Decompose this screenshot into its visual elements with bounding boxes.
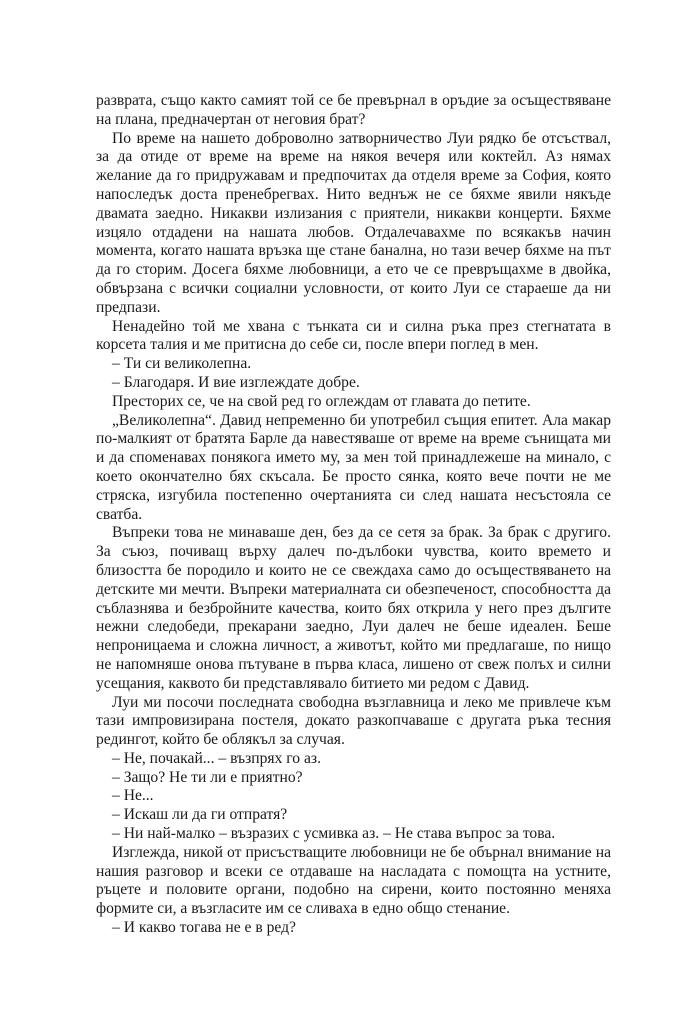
- dialogue-line: – Ти си великолепна.: [112, 355, 252, 373]
- paragraph-1: разврата, също както самият той се бе превърнал в оръдие за осъществяване на плана, предначертан от неговия брат?: [96, 92, 611, 128]
- dialogue-line: – Ни най-малко – възразих с усмивка аз. – Не става въпрос за това.: [112, 825, 556, 843]
- dialogue-line: – Защо? Не ти ли е приятно?: [112, 768, 303, 786]
- dialogue-line: – Не, почакай... – възпрях го аз.: [112, 749, 321, 767]
- paragraph-2: По време на нашето доброволно затворничество Луи рядко бе отсъствал, за да отиде от време на време на някоя вечеря или коктейл. Аз нямах желание да го придружавам и предпочитах да отделя време за София, която напоследък доста пренебрегвах. Нито веднъж не се бяхме явили някъде двамата заедно. Никакви излизания с приятели, никакви концерти. Бяхме изцяло отдадени на нашата любов. Отдалечавахме по всякакъв начин момента, когато нашата връзка ще стане банална, но тази вечер бяхме на път да го сторим. Досега бяхме любовници, а ето че се превръщахме в двойка, обвързана с всички социални условности, от които Луи се стараеше да ни предпази.: [96, 129, 611, 316]
- paragraph-15: Изглежда, никой от присъстващите любовници не бе обърнал внимание на нашия разговор и всеки се отдаваше на насладата с помощта на устните, ръцете и половите органи, подобно на сирени, които постоянно меняха формите си, а възгласите им се сливаха в едно общо стенание.: [96, 843, 611, 918]
- dialogue-line: – И какво тогава не е в ред?: [112, 919, 296, 937]
- paragraph-6: Престорих се, че на свой ред го оглеждам от главата до петите.: [112, 392, 531, 410]
- book-page: [96, 92, 611, 938]
- dialogue-line: – Не...: [112, 787, 154, 805]
- paragraph-8: Въпреки това не минаваше ден, без да се сетя за брак. За брак с другиго. За съюз, почиващ върху далеч по-дълбоки чувства, които времето и близостта бе породило и които не се свеждаха само до осъществяването на детските ми мечти. Въпреки материалната си обезпеченост, способността да съблазнява и безбройните качества, които бях открила у него през дългите нежни следобеди, прекарани заедно, Луи далеч не беше идеален. Беше непроницаема и сложна личност, а животът, който ми предлагаше, по нищо не напомняше онова пътуване в първа класа, лишено от свеж полъх и силни усещания, каквото би представлявало битието ми редом с Давид.: [96, 524, 611, 692]
- dialogue-line: – Благодаря. И вие изглеждате добре.: [112, 373, 360, 391]
- paragraph-7: „Великолепна“. Давид непременно би употребил същия епитет. Ала макар по-малкият от братята Барле да навестяваше от време на време сънищата ми и да споменавах понякога името му, за мен той принадлежеше на минало, с което окончателно бях скъсала. Бе просто сянка, която вече почти не ме стряска, изгубила постепенно очертанията си след нашата несъстояла се сватба.: [96, 411, 611, 523]
- paragraph-3: Ненадейно той ме хвана с тънката си и силна ръка през стегнатата в корсета талия и ме притисна до себе си, после впери поглед в мен.: [96, 317, 611, 354]
- paragraph-9: Луи ми посочи последната свободна възглавница и леко ме привлече към тази импровизирана постеля, докато разкопчаваше с другата ръка тесния редингот, който бе облякъл за случая.: [96, 693, 611, 749]
- dialogue-line: – Искаш ли да ги отпратя?: [112, 806, 288, 824]
